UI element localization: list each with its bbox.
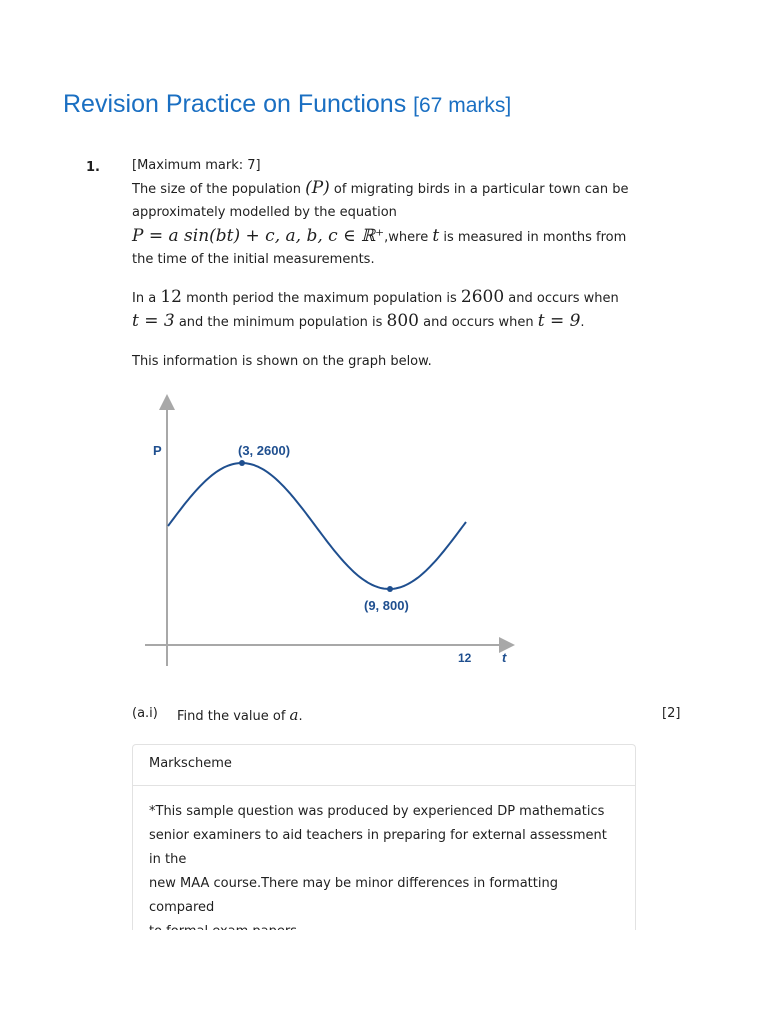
intro-text-d: is measured in months from — [439, 230, 627, 245]
info-text-d: and the minimum population is — [174, 315, 387, 330]
question-number: 1. — [86, 160, 100, 175]
info-line-2 — [132, 311, 585, 331]
info-line-1 — [132, 287, 619, 307]
info-text-f: . — [580, 315, 585, 330]
max-time: t = 3 — [132, 311, 175, 331]
intro-line-2: approximately modelled by the equation — [132, 205, 397, 220]
graph-intro: This information is shown on the graph below. — [132, 354, 432, 369]
max-point-label: (3, 2600) — [238, 443, 291, 458]
intro-text-a: The size of the population — [132, 182, 306, 197]
min-point-label: (9, 800) — [364, 598, 409, 613]
equation-line — [132, 226, 626, 246]
part-variable: a — [289, 706, 299, 724]
y-axis-label: P — [153, 443, 162, 458]
x-tick-12: 12 — [458, 651, 472, 665]
max-mark: [Maximum mark: 7] — [132, 158, 261, 173]
min-value: 800 — [386, 311, 419, 331]
title-main: Revision Practice on Functions — [63, 90, 407, 118]
markscheme-body — [133, 786, 635, 944]
part-marks: [2] — [662, 706, 681, 721]
model-equation: P = a sin(bt) + c, a, b, c ∈ ℝ⁺ — [132, 226, 385, 246]
part-text-b: . — [298, 709, 303, 724]
period-value: 12 — [160, 287, 182, 307]
title-marks: [67 marks] — [413, 94, 512, 117]
markscheme-line-2: senior examiners to aid teachers in preparing for external assessment in the — [149, 828, 607, 867]
intro-line-1 — [132, 178, 629, 198]
markscheme-header[interactable]: Markscheme — [133, 745, 635, 786]
intro-line-4: the time of the initial measurements. — [132, 252, 375, 267]
part-text-a: Find the value of — [177, 709, 290, 724]
markscheme-line-3: new MAA course.There may be minor differences in formatting compared — [149, 876, 558, 915]
max-point-marker — [239, 460, 245, 466]
population-symbol: (P) — [305, 178, 330, 198]
time-symbol: t — [432, 226, 440, 246]
part-label: (a.i) — [132, 706, 158, 721]
info-text-c: and occurs when — [504, 291, 619, 306]
info-text-a: In a — [132, 291, 161, 306]
x-axis-label: t — [502, 650, 507, 665]
min-time: t = 9 — [537, 311, 581, 331]
markscheme-panel[interactable] — [132, 744, 636, 945]
population-graph — [135, 390, 520, 680]
intro-text-c: ,where — [384, 230, 433, 245]
info-text-b: month period the maximum population is — [181, 291, 461, 306]
page-bottom-mask — [120, 930, 650, 1024]
info-text-e: and occurs when — [419, 315, 538, 330]
markscheme-line-1: *This sample question was produced by experienced DP mathematics — [149, 804, 605, 819]
part-question — [177, 706, 303, 724]
min-point-marker — [387, 586, 393, 592]
page-title — [63, 90, 511, 119]
sine-curve — [168, 463, 466, 589]
intro-text-b: of migrating birds in a particular town can be — [329, 182, 629, 197]
max-value: 2600 — [460, 287, 505, 307]
